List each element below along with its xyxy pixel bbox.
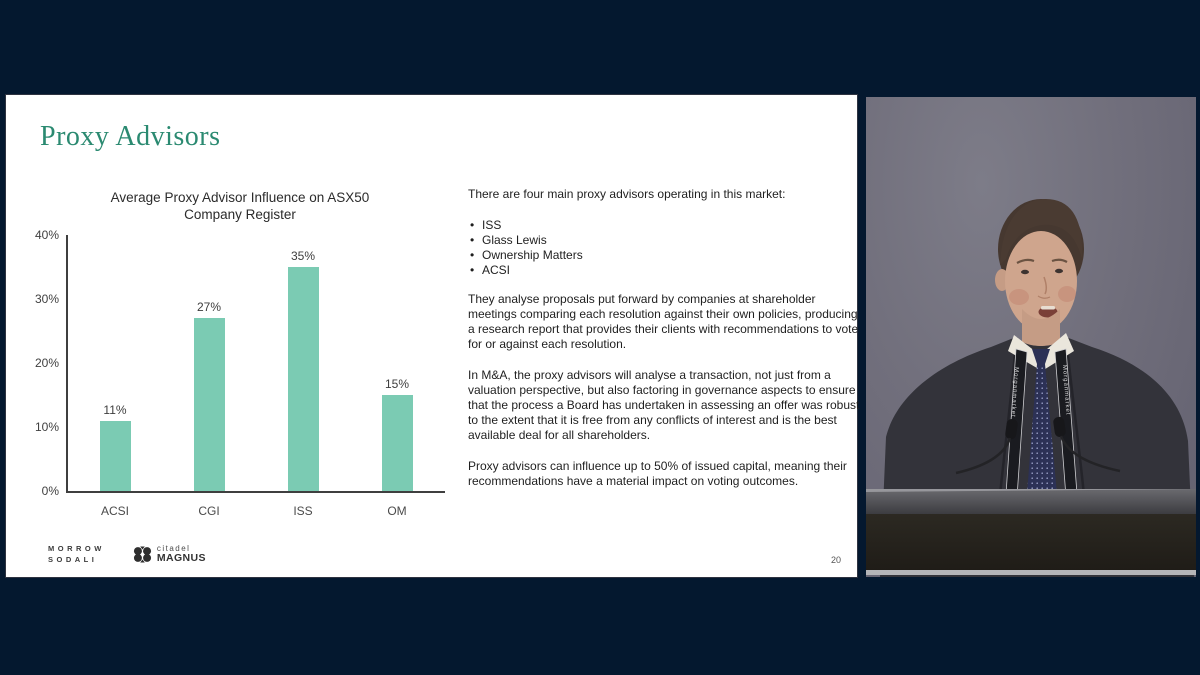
face <box>1005 231 1077 331</box>
chart-plot <box>66 235 445 493</box>
bar-value-label: 11% <box>103 402 127 417</box>
citadel-line1: citadel <box>156 544 191 553</box>
bar <box>382 395 413 491</box>
podium-top <box>866 489 1196 517</box>
proxy-advisor-list <box>468 218 860 278</box>
video-feed[interactable] <box>866 97 1196 577</box>
eye-right <box>1055 269 1063 273</box>
body-paragraph-3: Proxy advisors can influence up to 50% of issued capital, meaning their recommendations have a material impact on voting outcomes. <box>468 459 847 488</box>
citadel-line2: MAGNUS <box>156 552 206 564</box>
podium <box>866 489 1196 575</box>
bar-value-label: 35% <box>290 249 316 263</box>
cheek-left <box>1009 289 1029 305</box>
x-axis-label: ACSI <box>100 504 129 518</box>
y-tick-label: 10% <box>34 420 59 434</box>
lanyard-text-right: Morganmarket <box>1061 364 1071 416</box>
chart-y-axis <box>28 229 66 497</box>
speaker-scene <box>866 97 1196 577</box>
eye-left <box>1021 270 1029 274</box>
proxy-advisor-item: • ACSI <box>468 263 860 278</box>
morrow-sodali-line2: SODALI <box>48 555 98 564</box>
page-number: 20 <box>830 555 841 565</box>
body-paragraph-1: They analyse proposals put forward by companies at shareholder meetings comparing each resolution against their own policies, producing a research report that provides their clients with recommendations to vote for or against each resolution. <box>468 292 859 351</box>
citadel-magnus-icon <box>133 545 152 564</box>
bar-slot <box>350 235 444 491</box>
morrow-sodali-logo <box>48 543 105 565</box>
chart-body <box>28 228 452 498</box>
slide <box>5 94 858 578</box>
slide-title: Proxy Advisors <box>40 121 221 152</box>
bar <box>288 267 319 491</box>
chart-x-axis <box>68 504 452 518</box>
citadel-magnus-logo <box>133 544 206 564</box>
bar <box>100 421 131 491</box>
chart-title <box>28 189 452 223</box>
body-paragraph-2: In M&A, the proxy advisors will analyse a transaction, not just from a valuation perspective, but also factoring in governance aspects to ensure that the process a Board has undertaken in assessing an offer was robust to the extent that it is free from any conflicts of interest and is the best available deal for all shareholders. <box>468 368 860 442</box>
proxy-advisor-item: • Glass Lewis <box>468 233 860 248</box>
x-axis-label: CGI <box>198 504 220 518</box>
x-axis-label: OM <box>387 504 407 518</box>
bar-chart <box>28 189 452 518</box>
y-tick-label: 20% <box>34 356 59 370</box>
bar-value-label: 15% <box>384 377 410 391</box>
proxy-advisor-item: • Ownership Matters <box>468 248 860 263</box>
intro-paragraph: There are four main proxy advisors operating in this market: <box>468 187 786 201</box>
bar <box>194 318 225 491</box>
podium-front <box>866 514 1196 571</box>
chart-title-line1: Average Proxy Advisor Influence on ASX50 <box>110 190 370 205</box>
footer <box>48 543 206 565</box>
lanyard-text-left: Morganmarket <box>1009 366 1019 418</box>
podium-base-edge <box>866 570 1196 575</box>
bar-slot <box>68 235 162 491</box>
chart-title-line2: Company Register <box>184 207 296 222</box>
bar-slot <box>256 235 350 491</box>
y-tick-label: 40% <box>34 228 59 242</box>
cheek-right <box>1058 286 1076 302</box>
morrow-sodali-line1: MORROW <box>48 544 105 553</box>
bar-slot <box>162 235 256 491</box>
x-axis-label: ISS <box>293 504 313 518</box>
teeth <box>1041 306 1055 310</box>
citadel-magnus-wordmark <box>157 544 206 564</box>
proxy-advisor-item: • ISS <box>468 218 860 233</box>
y-tick-label: 0% <box>41 484 59 498</box>
bar-value-label: 27% <box>196 300 222 315</box>
y-tick-label: 30% <box>34 292 59 306</box>
text-column <box>468 187 860 505</box>
